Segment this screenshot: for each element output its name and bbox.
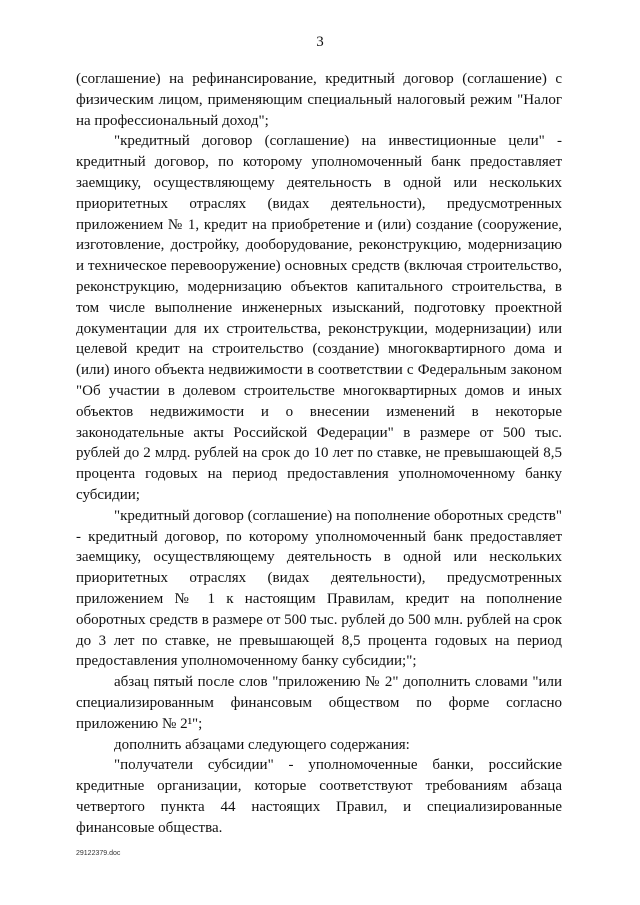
paragraph-continuation: (соглашение) на рефинансирование, кредитный договор (соглашение) с физическим лицом, применяющим специальный налоговый режим "Налог на профессиональный доход"; (76, 71, 562, 129)
paragraph-subsidy-recipients-definition: "получатели субсидии" - уполномоченные банки, российские кредитные организации, которые соответствуют требованиям абзаца четвертого пункта 44 настоящих Правил, и специализированные финансовые общества. (76, 757, 562, 836)
document-file-code: 29122379.doc (76, 850, 121, 857)
paragraph-working-capital-loan-definition: "кредитный договор (соглашение) на пополнение оборотных средств" - кредитный договор, по которому уполномоченный банк предоставляет заемщику, осуществляющему деятельность в одной или нескольких приоритетных отраслях (видах деятельности), предусмотренных приложением № 1 к настоящим Правилам, кредит на пополнение оборотных средств в размере от 500 тыс. рублей до 500 млн. рублей на срок до 3 лет по ставке, не превышающей 8,5 процента годовых на период предоставления уполномоченному банку субсидии;"; (76, 507, 562, 670)
paragraph-investment-loan-definition: "кредитный договор (соглашение) на инвестиционные цели" - кредитный договор, по которому уполномоченный банк предоставляет заемщику, осуществляющему деятельность в одной или нескольких приоритетных отраслях (видах деятельности), предусмотренных приложением № 1, кредит на приобретение и (или) создание (сооружение, изготовление, достройку, дооборудование, реконструкцию, модернизацию и техническое перевооружение) основных средств (включая строительство, реконструкцию, модернизацию объектов капитального строительства, в том числе выполнение инженерных изысканий, подготовку проектной документации для их строительства, реконструкции, модернизации) или целевой кредит на строительство (создание) многоквартирного дома и (или) иного объекта недвижимости в соответствии с Федеральным законом "Об участии в долевом строительстве многоквартирных домов и иных объектов недвижимости и о внесении изменений в некоторые законодательные акты Российской Федерации" в размере от 500 тыс. рублей до 2 млрд. рублей на срок до 10 лет по ставке, не превышающей 8,5 процента годовых на период предоставления уполномоченному банку субсидии; (76, 133, 562, 503)
document-body (76, 69, 562, 838)
page-number: 3 (316, 34, 324, 50)
paragraph-add-paragraphs-intro: дополнить абзацами следующего содержания: (114, 736, 410, 753)
paragraph-paragraph-five-amendment: абзац пятый после слов "приложению № 2" дополнить словами "или специализированным финансовым обществом по форме согласно приложению № 2¹"; (76, 674, 562, 732)
